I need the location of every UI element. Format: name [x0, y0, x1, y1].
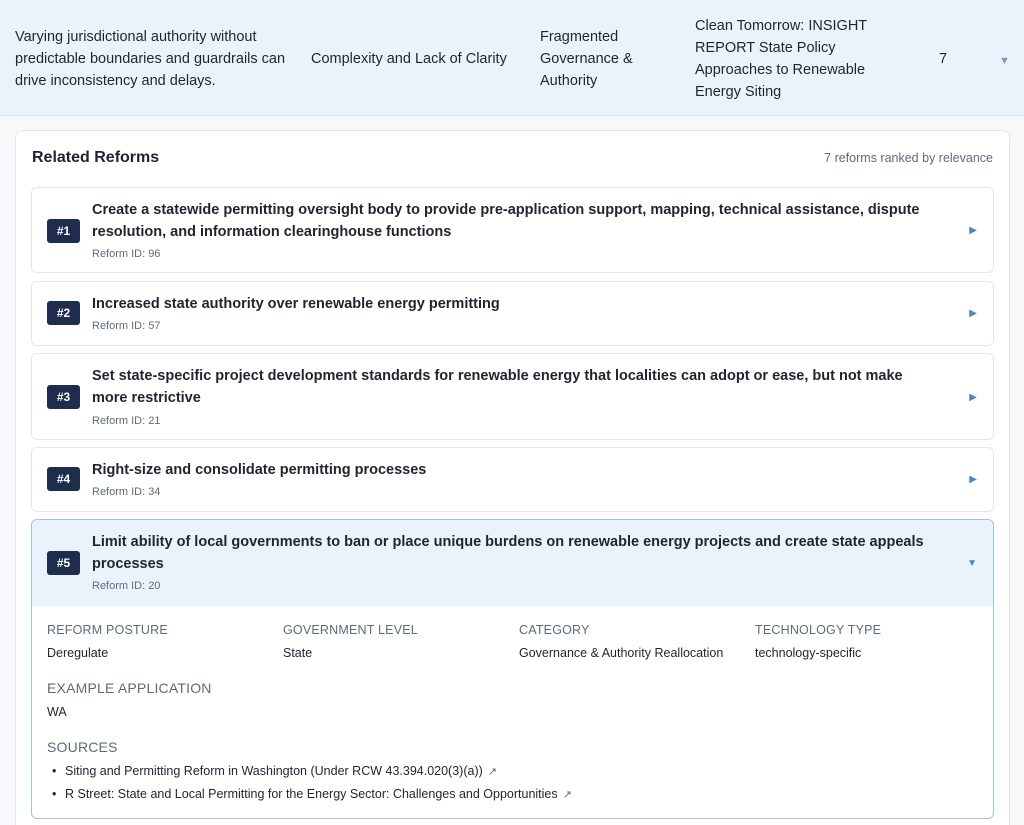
reform-id: Reform ID: 96 [92, 248, 161, 260]
example-application-value: WA [47, 705, 67, 719]
reform-title: Increased state authority over renewable energy permitting [92, 296, 500, 312]
related-reforms-panel [15, 130, 1010, 825]
expand-chevron-icon[interactable]: ▶ [969, 225, 977, 236]
expand-chevron-icon[interactable]: ▶ [969, 474, 977, 485]
government-level-label: GOVERNMENT LEVEL [283, 623, 418, 637]
rank-badge: #1 [47, 219, 80, 243]
reform-card-5[interactable] [31, 519, 994, 819]
reform-id: Reform ID: 57 [92, 320, 161, 332]
sources-label: SOURCES [47, 739, 118, 755]
category-label: CATEGORY [519, 623, 590, 637]
reform-card-1[interactable] [31, 187, 994, 273]
rank-badge: #3 [47, 385, 80, 409]
panel-meta: 7 reforms ranked by relevance [824, 151, 993, 165]
rank-badge: #4 [47, 467, 80, 491]
expand-chevron-icon[interactable]: ▶ [969, 392, 977, 403]
reform-title: Limit ability of local governments to ban or place unique burdens on renewable energy projects and create state appeals processes [92, 534, 924, 572]
reform-id: Reform ID: 34 [92, 486, 161, 498]
issue-row[interactable] [0, 0, 1024, 116]
external-link-icon[interactable]: ↗ [562, 789, 572, 801]
collapse-chevron-icon[interactable]: ▼ [967, 558, 977, 569]
issue-category: Fragmented Governance & Authority [540, 29, 633, 89]
reform-id: Reform ID: 21 [92, 415, 161, 427]
reform-card-3[interactable] [31, 353, 994, 440]
technology-type-value: technology-specific [755, 646, 862, 660]
external-link-icon[interactable]: ↗ [487, 766, 497, 778]
source-link-1[interactable]: • Siting and Permitting Reform in Washington (Under RCW 43.394.020(3)(a)) ↗ [52, 760, 572, 783]
reform-card-4[interactable] [31, 447, 994, 512]
reform-title: Create a statewide permitting oversight body to provide pre-application support, mapping, technical assistance, dispute resolution, and information clearinghouse functions [92, 202, 920, 240]
source-link-2[interactable]: • R Street: State and Local Permitting for the Energy Sector: Challenges and Opportunities ↗ [52, 783, 572, 806]
reform-posture-value: Deregulate [47, 646, 109, 660]
rank-badge: #5 [47, 551, 80, 575]
reform-card-2[interactable] [31, 281, 994, 346]
government-level-value: State [283, 646, 313, 660]
sources-list [52, 760, 572, 806]
issue-source: Clean Tomorrow: INSIGHT REPORT State Policy Approaches to Renewable Energy Siting [695, 18, 867, 100]
category-value: Governance & Authority Reallocation [519, 646, 724, 660]
rank-badge: #2 [47, 301, 80, 325]
reform-posture-label: REFORM POSTURE [47, 623, 168, 637]
issue-barrier-type: Complexity and Lack of Clarity [311, 51, 507, 67]
reform-title: Right-size and consolidate permitting processes [92, 462, 427, 478]
example-application-label: EXAMPLE APPLICATION [47, 680, 212, 696]
issue-reform-count: 7 [939, 51, 948, 67]
panel-title: Related Reforms [32, 149, 160, 166]
technology-type-label: TECHNOLOGY TYPE [755, 623, 882, 637]
issue-description: Varying jurisdictional authority without predictable boundaries and guardrails can drive inconsistency and delays. [15, 29, 286, 89]
reform-id: Reform ID: 20 [92, 580, 161, 592]
reform-title: Set state-specific project development standards for renewable energy that localities can adopt or ease, but not make more restrictive [92, 368, 903, 406]
expand-chevron-icon[interactable]: ▶ [969, 308, 977, 319]
reform-details [32, 606, 993, 818]
collapse-caret-icon[interactable]: ▼ [999, 55, 1010, 67]
